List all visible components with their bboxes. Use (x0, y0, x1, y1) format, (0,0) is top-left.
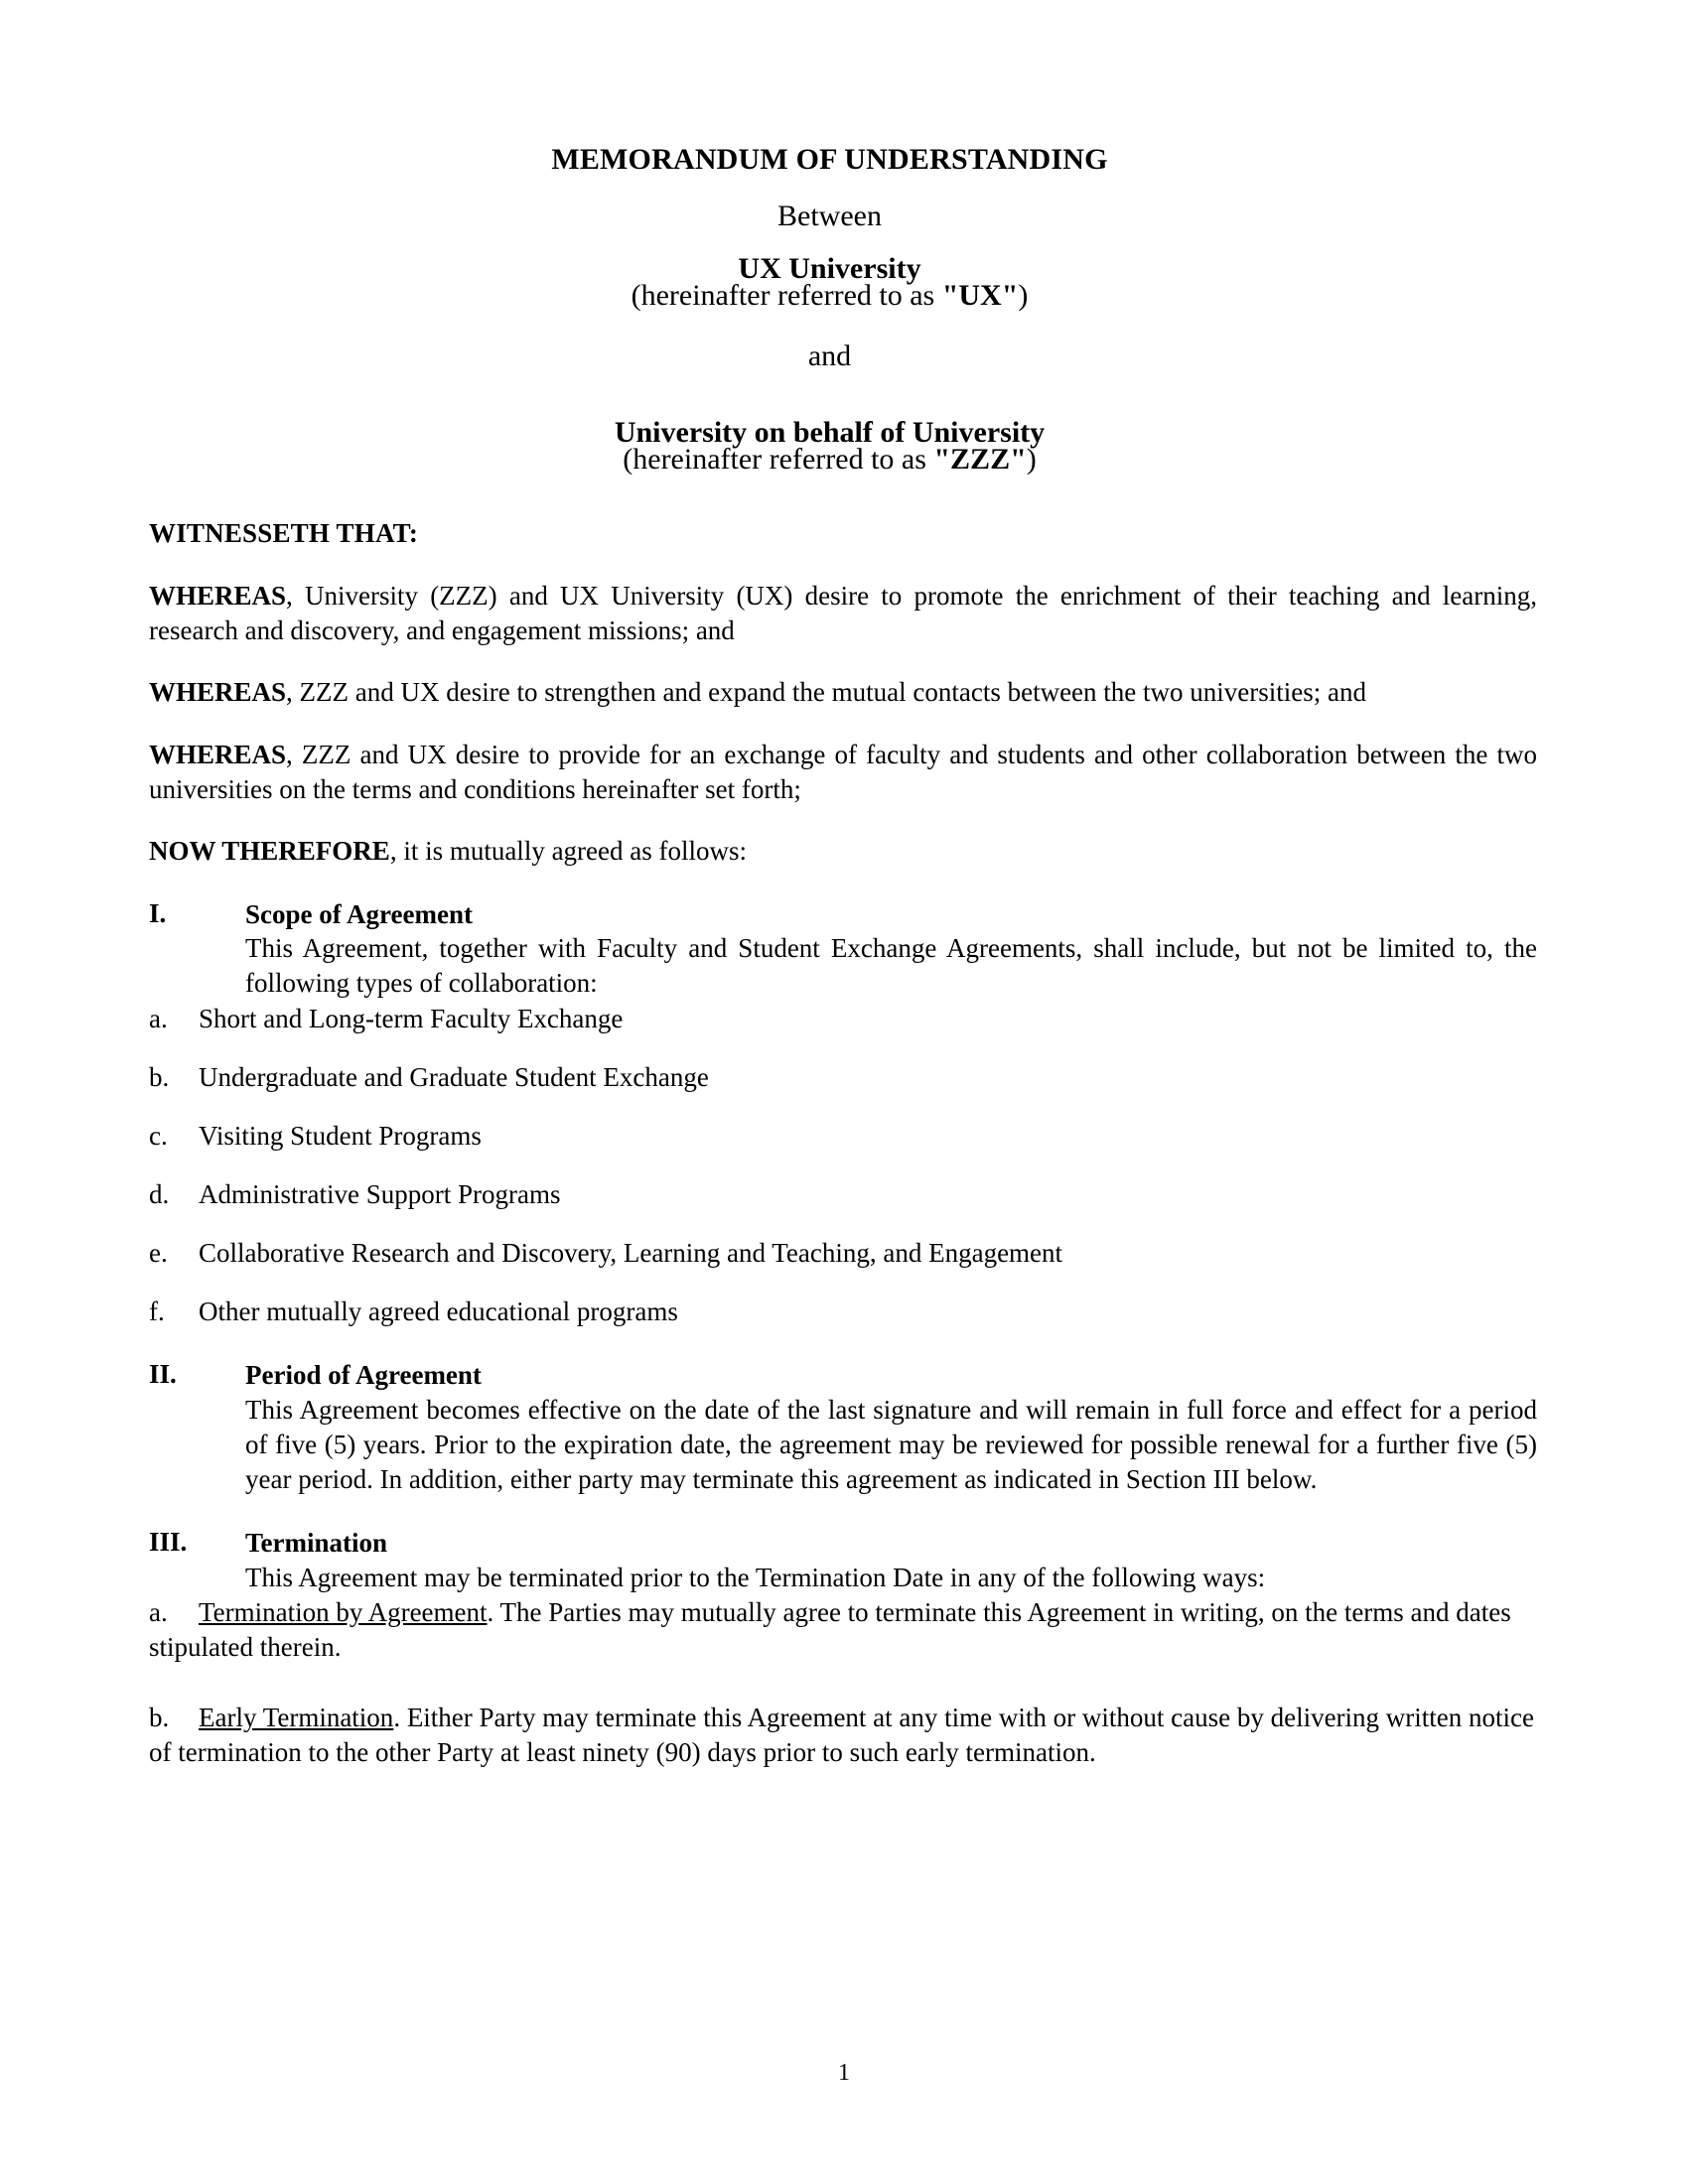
now-therefore-paragraph (149, 834, 1537, 869)
list-item-label: Collaborative Research and Discovery, Learning and Teaching, and Engagement (199, 1237, 1063, 1268)
list-item-marker: c. (149, 1120, 168, 1151)
section-number: II. (149, 1359, 177, 1390)
list-item-label: Short and Long-term Faculty Exchange (199, 1003, 624, 1033)
list-item-marker: a. (149, 1597, 168, 1628)
between-label: Between (777, 200, 882, 233)
list-item-marker: d. (149, 1178, 170, 1209)
recital-lead: WHEREAS (149, 677, 287, 708)
list-item-underlined-label: Early Termination (199, 1703, 394, 1733)
recital-text: , University (ZZZ) and UX University (UX) desire to promote the enrichment of their teaching and learning, research and discovery, and engagement missions; and (149, 581, 1537, 645)
party-two-alias-suffix: ) (1026, 443, 1037, 477)
party-one-alias-suffix: ) (1018, 279, 1029, 313)
party-two-alias-prefix: (hereinafter referred to as (623, 443, 934, 477)
page-number: 1 (838, 2060, 850, 2086)
now-therefore-lead: NOW THEREFORE (149, 836, 390, 867)
party-one-name: UX University (738, 251, 921, 285)
list-item-label: Other mutually agreed educational programs (199, 1297, 678, 1327)
recital-text: , ZZZ and UX desire to strengthen and expand the mutual contacts between the two universities; and (286, 677, 1366, 708)
list-item-body (149, 1597, 1511, 1662)
list-item (149, 1701, 1537, 1770)
list-item (149, 1002, 1537, 1036)
title-block (147, 0, 1512, 475)
party-two-name: University on behalf of University (614, 415, 1046, 449)
section-termination (149, 1527, 1537, 1595)
recital-lead: WHEREAS (149, 740, 287, 769)
section-heading: Scope of Agreement (245, 898, 473, 929)
section-body (245, 1527, 1537, 1595)
witnesseth-heading: WITNESSETH THAT: (149, 518, 419, 549)
section-body (245, 1359, 1537, 1497)
list-item (149, 1295, 1537, 1329)
list-item-marker: a. (149, 1003, 168, 1033)
section-body (245, 898, 1537, 1002)
list-item-marker: e. (149, 1237, 168, 1268)
section-heading: Period of Agreement (245, 1360, 482, 1391)
section-text: This Agreement may be terminated prior to the Termination Date in any of the following ways: (245, 1562, 1266, 1592)
recital-paragraph (149, 579, 1537, 647)
list-item-label: Visiting Student Programs (199, 1120, 482, 1151)
party-one-alias-term: "UX" (941, 279, 1019, 313)
section-number: III. (149, 1527, 188, 1558)
list-item-underlined-label: Termination by Agreement (199, 1597, 488, 1628)
party-two-alias-term: "ZZZ" (933, 443, 1027, 477)
list-item-label: Undergraduate and Graduate Student Exchange (199, 1061, 709, 1092)
now-therefore-text: , it is mutually agreed as follows: (389, 836, 747, 867)
list-item (149, 1060, 1537, 1095)
scope-collaboration-list (149, 1002, 1537, 1330)
party-one-alias-prefix: (hereinafter referred to as (631, 279, 942, 313)
list-item-marker: f. (149, 1297, 165, 1327)
section-heading: Termination (245, 1528, 388, 1559)
list-item (149, 1236, 1537, 1271)
recital-paragraph (149, 675, 1537, 710)
party-two-alias (147, 445, 1512, 475)
list-item-marker: b. (149, 1703, 170, 1733)
termination-methods-list (149, 1595, 1537, 1770)
section-number: I. (149, 897, 167, 928)
preamble-block (149, 518, 1537, 868)
list-item-text: . The Parties may mutually agree to terminate this Agreement in writing, on the terms and dates stipulated therein. (149, 1597, 1511, 1663)
list-item-label: Administrative Support Programs (199, 1178, 561, 1209)
list-item (149, 1119, 1537, 1154)
section-scope-of-agreement (149, 898, 1537, 1002)
recital-paragraph (149, 738, 1537, 806)
document-content (149, 0, 1537, 1806)
section-period-of-agreement (149, 1359, 1537, 1497)
recital-text: , ZZZ and UX desire to provide for an exchange of faculty and students and other collaboration between the two universities on the terms and conditions hereinafter set forth; (149, 740, 1537, 804)
recital-lead: WHEREAS (149, 581, 287, 612)
list-item (149, 1595, 1537, 1665)
page-title: MEMORANDUM OF UNDERSTANDING (551, 143, 1108, 176)
and-label: and (807, 340, 852, 373)
party-one-alias (147, 281, 1512, 311)
section-text: This Agreement becomes effective on the date of the last signature and will remain in full force and effect for a period of five (5) years. Prior to the expiration date, the agreement may be reviewed for possible renewal for a further five (5) year period. In addition, either party may terminate this agreement as indicated in Section III below. (245, 1394, 1537, 1495)
section-text: This Agreement, together with Faculty and Student Exchange Agreements, shall include, but not be limited to, the following types of collaboration: (245, 933, 1537, 999)
list-item (149, 1177, 1537, 1212)
list-item-body (149, 1703, 1534, 1767)
list-item-marker: b. (149, 1061, 170, 1092)
list-item-text: . Either Party may terminate this Agreement at any time with or without cause by delivering written notice of termination to the other Party at least ninety (90) days prior to such early termination. (149, 1703, 1534, 1768)
